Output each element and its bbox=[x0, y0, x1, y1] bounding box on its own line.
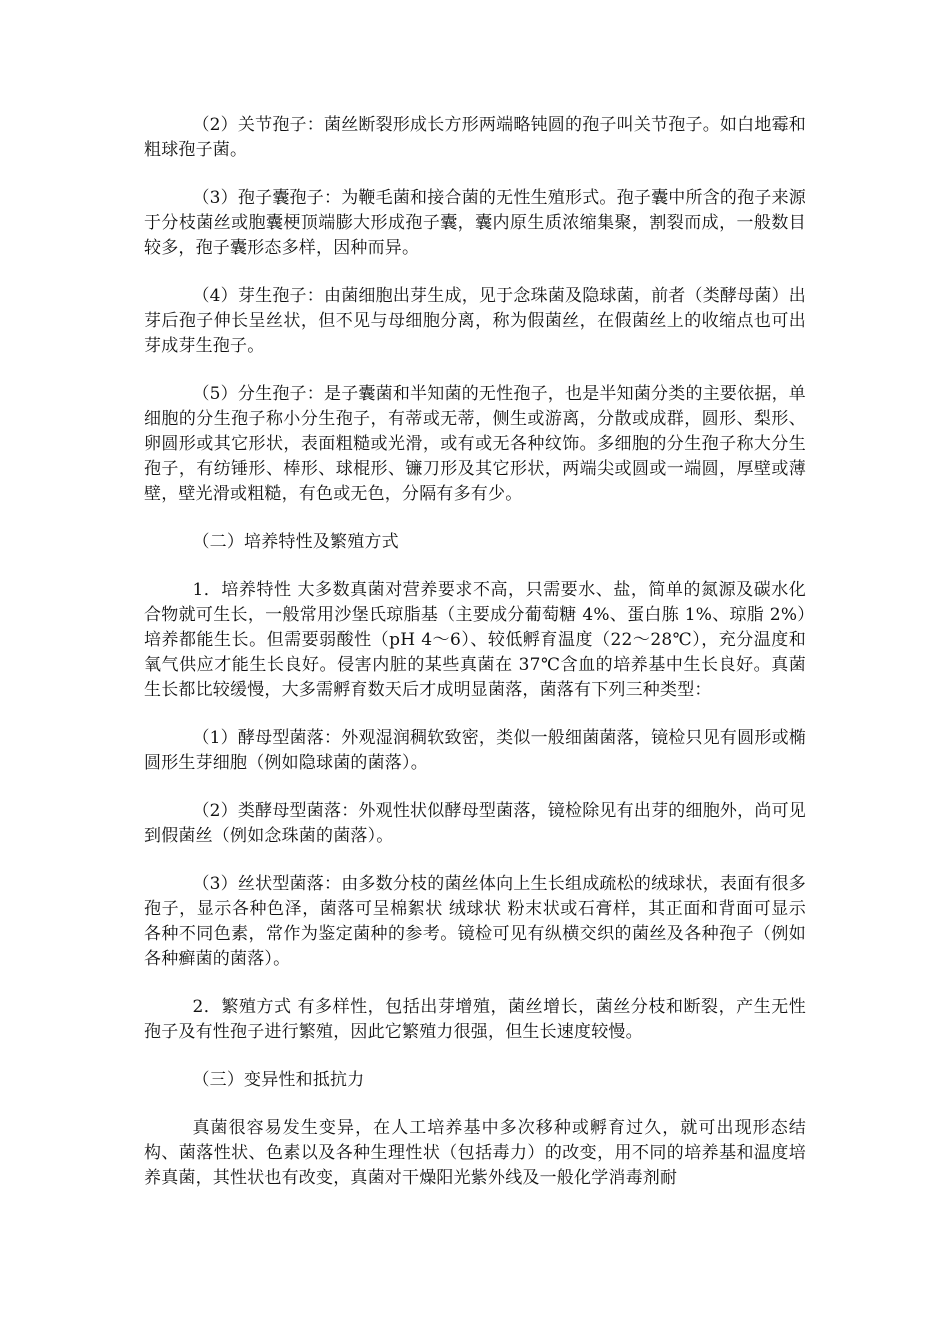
paragraph-reproduction: 2．繁殖方式 有多样性，包括出芽增殖，菌丝增长，菌丝分枝和断裂，产生无性孢子及有性孢子进行繁殖，因此它繁殖力很强，但生长速度较慢。 bbox=[144, 997, 806, 1042]
section-heading-culture: （二）培养特性及繁殖方式 bbox=[192, 532, 399, 552]
paragraph-blastospore: （4）芽生孢子：由菌细胞出芽生成，见于念珠菌及隐球菌，前者（类酵母菌）出芽后孢子伸长呈丝状，但不见与母细胞分离，称为假菌丝，在假菌丝上的收缩点也可出芽成芽生孢子。 bbox=[144, 286, 806, 356]
paragraph-conidium: （5）分生孢子：是子囊菌和半知菌的无性孢子，也是半知菌分类的主要依据，单细胞的分生孢子称小分生孢子，有蒂或无蒂，侧生或游离，分散或成群，圆形、梨形、卵圆形或其它形状，表面粗糙或光滑，或有或无各种纹饰。多细胞的分生孢子称大分生孢子，有纺锤形、棒形、球棍形、镰刀形及其它形状，两端尖或圆或一端圆，厚壁或薄壁，壁光滑或粗糙，有色或无色，分隔有多有少。 bbox=[144, 384, 806, 504]
paragraph-filamentous-colony: （3）丝状型菌落：由多数分枝的菌丝体向上生长组成疏松的绒球状，表面有很多孢子，显示各种色泽，菌落可呈棉絮状 绒球状 粉末状或石膏样，其正面和背面可显示各种不同色素，常作为鉴定菌种的参考。镜检可见有纵横交织的菌丝及各种孢子（例如各种癣菌的菌落）。 bbox=[144, 874, 806, 969]
paragraph-arthrospore: （2）关节孢子：菌丝断裂形成长方形两端略钝圆的孢子叫关节孢子。如白地霉和粗球孢子菌。 bbox=[144, 115, 806, 160]
paragraph-yeast-colony: （1）酵母型菌落：外观湿润稠软致密，类似一般细菌菌落，镜检只见有圆形或椭圆形生芽细胞（例如隐球菌的菌落）。 bbox=[144, 728, 806, 773]
paragraph-yeast-like-colony: （2）类酵母型菌落：外观性状似酵母型菌落，镜检除见有出芽的细胞外，尚可见到假菌丝（例如念珠菌的菌落）。 bbox=[144, 801, 806, 846]
paragraph-culture-characteristics: 1．培养特性 大多数真菌对营养要求不高，只需要水、盐，简单的氮源及碳水化合物就可生长，一般常用沙堡氏琼脂基（主要成分葡萄糖 4%、蛋白胨 1%、琼脂 2%）培养都能生长。但需要弱酸性（pH 4～6）、较低孵育温度（22～28℃），充分温度和氧气供应才能生长良好。侵害内脏的某些真菌在 37℃含血的培养基中生长良好。真菌生长都比较缓慢，大多需孵育数天后才成明显菌落，菌落有下列三种类型： bbox=[144, 580, 806, 700]
paragraph-sporangiospore: （3）孢子囊孢子：为鞭毛菌和接合菌的无性生殖形式。孢子囊中所含的孢子来源于分枝菌丝或胞囊梗顶端膨大形成孢子囊，囊内原生质浓缩集聚，割裂而成，一般数目较多，孢子囊形态多样，因种而异。 bbox=[144, 188, 806, 258]
section-heading-variation: （三）变异性和抵抗力 bbox=[192, 1070, 365, 1090]
paragraph-variation: 真菌很容易发生变异，在人工培养基中多次移种或孵育过久，就可出现形态结构、菌落性状、色素以及各种生理性状（包括毒力）的改变，用不同的培养基和温度培养真菌，其性状也有改变，真菌对干燥阳光紫外线及一般化学消毒剂耐 bbox=[144, 1118, 806, 1188]
document-page bbox=[144, 113, 806, 1214]
